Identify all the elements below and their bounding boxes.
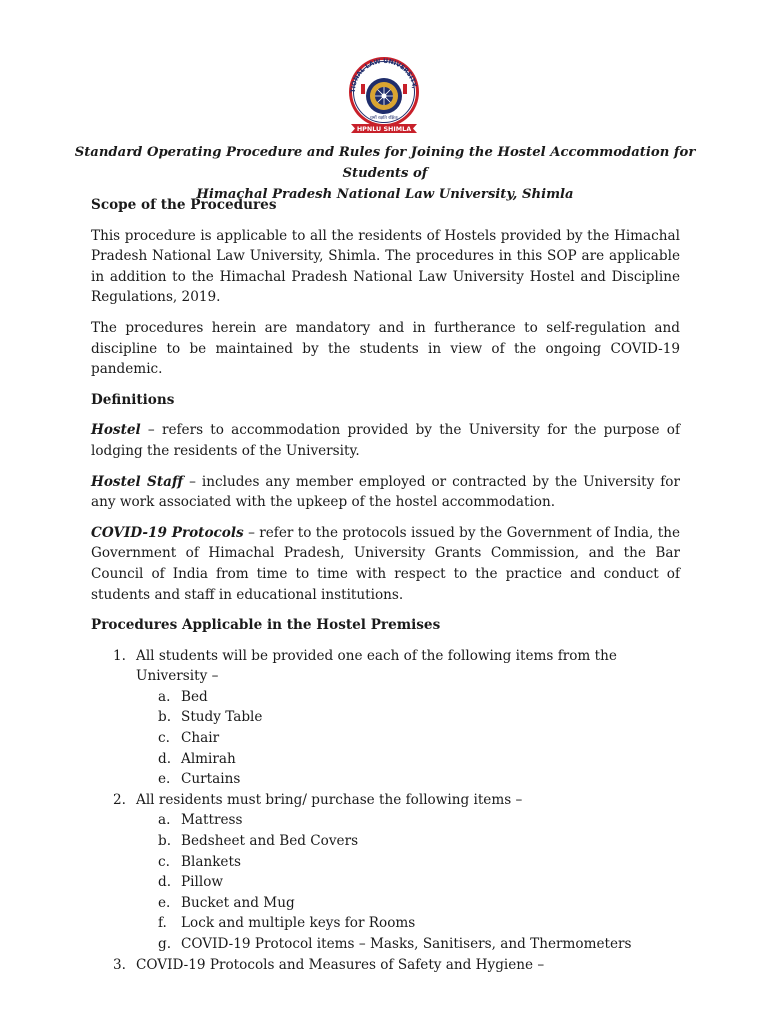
- list-item: [136, 872, 680, 893]
- logo-arc-text: TIONAL LAW UNIVERSITY,: [349, 57, 418, 93]
- procedure-number: 2.: [113, 791, 126, 808]
- procedure-number: 1.: [113, 647, 126, 664]
- list-letter: d.: [158, 874, 172, 891]
- university-seal-icon: [341, 54, 427, 136]
- list-item: [136, 769, 680, 790]
- list-item: [136, 893, 680, 914]
- list-item-text: Bedsheet and Bed Covers: [181, 833, 359, 850]
- procedure-sublist: [136, 810, 680, 954]
- list-letter: b.: [158, 833, 172, 850]
- list-item-text: Bucket and Mug: [181, 894, 295, 911]
- logo-motto: धर्मो रक्षति रक्षितः: [370, 116, 398, 121]
- list-item-text: Pillow: [181, 874, 224, 891]
- list-letter: c.: [158, 853, 170, 870]
- list-letter: b.: [158, 709, 172, 726]
- list-item: [136, 728, 680, 749]
- scope-heading: Scope of the Procedures: [91, 197, 277, 213]
- list-item-text: Lock and multiple keys for Rooms: [181, 915, 416, 932]
- university-logo: [341, 54, 427, 136]
- definition-text: – refers to accommodation provided by the University for the purpose of lodging the residents of the University.: [91, 422, 680, 459]
- definition-text: – includes any member employed or contracted by the University for any work associated with the upkeep of the hostel accommodation.: [91, 473, 680, 511]
- list-item: [136, 707, 680, 728]
- list-letter: d.: [158, 750, 172, 767]
- list-item-text: Study Table: [181, 709, 263, 726]
- procedure-item: [91, 790, 680, 955]
- definition-hostel: [91, 420, 680, 461]
- procedures-heading: Procedures Applicable in the Hostel Premises: [91, 617, 441, 634]
- list-item-text: Chair: [181, 730, 220, 747]
- list-item-text: Curtains: [181, 771, 241, 788]
- procedure-item: [91, 646, 680, 790]
- list-item: [136, 810, 680, 831]
- procedure-text: COVID-19 Protocols and Measures of Safety and Hygiene –: [136, 956, 545, 973]
- procedure-number: 3.: [113, 956, 126, 973]
- title-line-1: Standard Operating Procedure and Rules for Joining the Hostel Accommodation for Students of: [74, 145, 696, 181]
- procedure-text: All residents must bring/ purchase the following items –: [136, 791, 523, 808]
- list-item: [136, 687, 680, 708]
- list-item: [136, 852, 680, 873]
- list-letter: g.: [158, 936, 172, 952]
- definition-term: COVID-19 Protocols: [91, 524, 244, 541]
- definition-term: Hostel: [91, 422, 141, 439]
- procedure-sublist: [136, 687, 680, 790]
- list-letter: c.: [158, 730, 170, 747]
- procedure-text: All students will be provided one each of the following items from the University –: [136, 647, 617, 685]
- definition-covid-protocols: [91, 523, 680, 605]
- definition-hostel-staff: [91, 472, 680, 513]
- list-item-text: Bed: [181, 688, 208, 705]
- definition-term: Hostel Staff: [91, 473, 184, 490]
- title-line-2: Himachal Pradesh National Law University, Shimla: [196, 187, 574, 202]
- list-letter: a.: [158, 812, 171, 829]
- definitions-heading: Definitions: [91, 391, 175, 408]
- list-item-text: Almirah: [181, 750, 236, 767]
- list-letter: a.: [158, 688, 171, 705]
- list-item-text: COVID-19 Protocol items – Masks, Sanitisers, and Thermometers: [181, 936, 632, 952]
- list-letter: f.: [158, 915, 167, 932]
- list-item-text: Mattress: [181, 812, 243, 829]
- list-item-text: Blankets: [181, 853, 241, 870]
- list-item: [136, 749, 680, 770]
- list-item: [136, 934, 680, 955]
- list-letter: e.: [158, 771, 171, 788]
- procedure-item: [91, 955, 680, 976]
- scope-paragraph-1: This procedure is applicable to all the residents of Hostels provided by the Himachal Pradesh National Law University, Shimla. The procedures in this SOP are applicable in addition to the Himachal Pradesh National Law University Hostel and Discipline Regulations, 2019.: [91, 227, 680, 306]
- logo-banner-text: HPNLU SHIMLA: [356, 125, 412, 133]
- definition-text: – refer to the protocols issued by the Government of India, the Government of Himachal Pradesh, University Grants Commission, and the Bar Council of India from time to time with respect to the practice and conduct of students and staff in educational institutions.: [91, 524, 680, 603]
- list-item: [136, 831, 680, 852]
- document-body: [91, 195, 680, 975]
- list-letter: e.: [158, 894, 171, 911]
- scope-paragraph-2: The procedures herein are mandatory and in furtherance to self-regulation and discipline to be maintained by the students in view of the ongoing COVID-19 pandemic.: [91, 319, 680, 378]
- procedures-list: [91, 646, 680, 976]
- list-item: [136, 913, 680, 934]
